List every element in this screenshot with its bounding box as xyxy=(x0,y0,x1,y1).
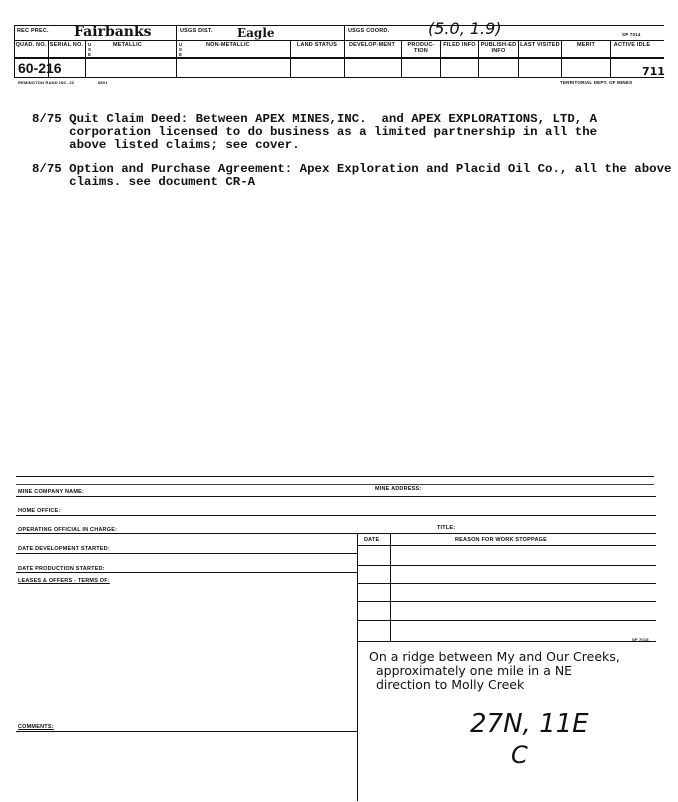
entry-2-line-1: 8/75 Option and Purchase Agreement: Apex Exploration and Placid Oil Co., all the above xyxy=(32,162,672,176)
usgs-coord-value: (5.0, 1.9) xyxy=(428,19,502,38)
rec-prec-label: REC PREC. xyxy=(17,28,49,34)
rule xyxy=(344,25,345,41)
rule xyxy=(16,496,656,497)
rule xyxy=(176,40,177,77)
location-note-1: On a ridge between My and Our Creeks, xyxy=(369,649,620,664)
col-nonmetallic-u: U S E xyxy=(179,42,183,57)
comments-label: COMMENTS: xyxy=(18,724,54,730)
col-quad: QUAD. NO. xyxy=(15,42,47,48)
col-published-info: PUBLISH-ED INFO xyxy=(480,42,517,54)
col-filed-info: FILED INFO xyxy=(443,42,476,48)
date-label: DATE xyxy=(364,537,380,543)
dept-imprint: TERRITORIAL DEPT. OF MINES xyxy=(560,80,633,85)
printer-code: 8801 xyxy=(98,80,108,85)
rule xyxy=(16,572,358,573)
entry-1-line-2: corporation licensed to do business as a limited partnership in all the xyxy=(32,125,598,139)
location-note-3: direction to Molly Creek xyxy=(376,677,525,692)
leases-offers-label: LEASES & OFFERS - TERMS OF: xyxy=(18,578,110,584)
operating-official-label: OPERATING OFFICIAL IN CHARGE: xyxy=(18,527,118,533)
col-last-visited: LAST VISITED xyxy=(520,42,560,48)
col-merit: MERIT xyxy=(576,42,596,48)
rule xyxy=(357,545,656,546)
col-metallic: METALLIC xyxy=(113,42,142,48)
rec-prec-value: Fairbanks xyxy=(74,24,152,40)
rule xyxy=(344,40,345,77)
col-nonmetallic: NON-METALLIC xyxy=(206,42,250,48)
rule xyxy=(357,641,656,642)
entry-1-line-3: above listed claims; see cover. xyxy=(32,138,300,152)
rule xyxy=(16,476,654,477)
rule xyxy=(357,583,656,584)
rule xyxy=(14,40,664,41)
form-number: SP 7014 xyxy=(622,32,641,37)
date-dev-started-label: DATE DEVELOPMENT STARTED: xyxy=(18,546,110,552)
township-range: 27N, 11E xyxy=(470,709,589,739)
location-note-2: approximately one mile in a NE xyxy=(376,663,573,678)
form-number-lower: SP 7015 xyxy=(632,637,649,642)
usgs-dist-label: USGS DIST. xyxy=(180,28,213,34)
rule xyxy=(440,40,441,77)
rule xyxy=(16,731,358,732)
rule xyxy=(14,57,664,59)
entry-1-line-1: 8/75 Quit Claim Deed: Between APEX MINES,INC. and APEX EXPLORATIONS, LTD, A xyxy=(32,112,598,126)
col-development: DEVELOP-MENT xyxy=(348,42,396,48)
rule xyxy=(16,553,358,554)
mine-company-name-label: MINE COMPANY NAME: xyxy=(18,489,85,495)
rule xyxy=(85,40,86,77)
home-office-label: HOME OFFICE: xyxy=(18,508,61,514)
rule xyxy=(610,40,611,77)
col-metallic-u: U S E xyxy=(88,42,92,57)
rule xyxy=(357,565,656,566)
meridian: C xyxy=(511,741,528,769)
rule xyxy=(16,533,656,534)
col-active-idle: ACTIVE IDLE xyxy=(613,42,651,48)
rule xyxy=(16,515,656,516)
title-label: TITLE: xyxy=(437,525,456,531)
rule xyxy=(390,533,391,641)
rule xyxy=(357,601,656,602)
mine-address-label: MINE ADDRESS: xyxy=(375,486,422,492)
rule xyxy=(14,25,15,78)
rule xyxy=(518,40,519,77)
reason-label: REASON FOR WORK STOPPAGE xyxy=(455,537,547,543)
rule xyxy=(357,620,656,621)
rule xyxy=(16,484,654,485)
usgs-dist-value: Eagle xyxy=(237,26,275,40)
rule xyxy=(357,533,358,801)
quad-serial-value: 60-216 xyxy=(18,60,62,76)
printer-imprint: REMINGTON RAND INC. 20 xyxy=(18,80,75,85)
rule xyxy=(14,77,664,78)
col-production: PRODUC-TION xyxy=(407,42,435,54)
entry-2-line-2: claims. see document CR-A xyxy=(32,175,256,189)
rule xyxy=(176,25,177,41)
usgs-coord-label: USGS COORD. xyxy=(348,28,390,34)
active-idle-value: 711 xyxy=(642,65,665,78)
col-serial: SERIAL NO. xyxy=(49,42,84,48)
col-land-status: LAND STATUS xyxy=(296,42,338,48)
date-prod-started-label: DATE PRODUCTION STARTED: xyxy=(18,566,105,572)
